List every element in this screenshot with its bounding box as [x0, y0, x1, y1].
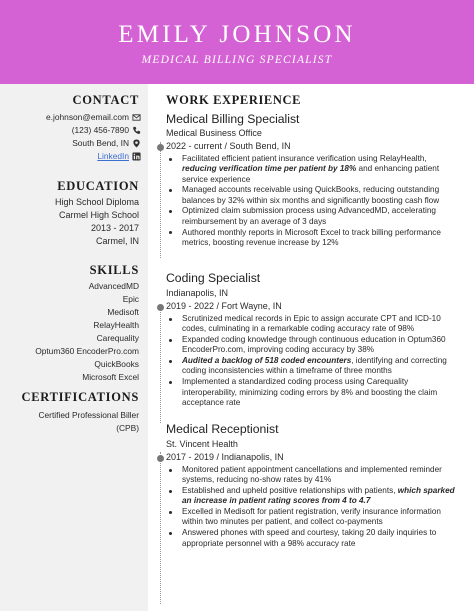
timeline-marker — [157, 455, 164, 462]
job-bullet: Implemented a standardized coding process using Carequality interoperability, minimizing coding errors by 8% and boosting the claim acceptance rate — [166, 377, 456, 408]
education-school: Carmel High School — [58, 210, 139, 220]
job-title: Medical Receptionist — [166, 422, 279, 436]
skill-item: Optum360 EncoderPro.com — [35, 346, 139, 356]
skill-item: RelayHealth — [93, 320, 139, 330]
job-bullet: Excelled in Medisoft for patient registration, verify insurance information within two minutes per patient, and collect co-payments — [166, 507, 456, 528]
skill-item: Medisoft — [107, 307, 139, 317]
job-dates-location: 2022 - current / South Bend, IN — [166, 141, 291, 151]
job-bullet: Managed accounts receivable using QuickBooks, reducing outstanding balances by 32% within six months and significantly boosting cash flow — [166, 185, 456, 206]
job-company: Indianapolis, IN — [166, 288, 229, 298]
job-bullet: Monitored patient appointment cancellations and implemented reminder systems, reducing no-show rates by 41% — [166, 465, 456, 486]
job-bullet: Answered phones with speed and courtesy, taking 20 daily inquiries to appropriate personnel with a 98% accuracy rate — [166, 528, 456, 549]
job-bullet: Optimized claim submission process using AdvancedMD, accelerating reimbursement by an average of 3 days — [166, 206, 456, 227]
job-bullets — [166, 465, 456, 549]
timeline-marker — [157, 144, 164, 151]
timeline-rail — [160, 452, 161, 604]
timeline-rail — [160, 142, 161, 258]
timeline-marker — [157, 304, 164, 311]
job-company: St. Vincent Health — [166, 439, 238, 449]
skill-item: QuickBooks — [94, 359, 139, 369]
email-icon — [132, 113, 141, 122]
linkedin-icon[interactable] — [132, 152, 141, 161]
sidebar — [0, 84, 148, 611]
location-pin-icon — [132, 139, 141, 148]
contact-location: South Bend, IN — [72, 138, 129, 148]
job-bullet: Established and upheld positive relationships with patients, which sparked an increase in patient rating scores from 4 to 4.7 — [166, 486, 456, 507]
certifications-heading: CERTIFICATIONS — [21, 390, 139, 404]
candidate-name: EMILY JOHNSON — [118, 21, 356, 48]
main-content — [148, 84, 474, 611]
skill-item: AdvancedMD — [88, 281, 139, 291]
job-title: Medical Billing Specialist — [166, 112, 300, 126]
certification-abbrev: (CPB) — [116, 423, 139, 433]
job-title: Coding Specialist — [166, 271, 261, 285]
candidate-title: MEDICAL BILLING SPECIALIST — [141, 54, 333, 66]
contact-heading: CONTACT — [72, 93, 139, 107]
skill-item: Microsoft Excel — [82, 372, 139, 382]
job-company: Medical Business Office — [166, 128, 262, 138]
work-experience-heading: WORK EXPERIENCE — [166, 93, 302, 107]
education-degree: High School Diploma — [54, 197, 139, 207]
job-bullets — [166, 314, 456, 409]
job-dates-location: 2019 - 2022 / Fort Wayne, IN — [166, 301, 282, 311]
job-bullet: Scrutinized medical records in Epic to assign accurate CPT and ICD-10 codes, culminating in a remarkable coding accuracy rate of 98% — [166, 314, 456, 335]
certification-name: Certified Professional Biller — [38, 410, 139, 420]
contact-linkedin-link[interactable]: LinkedIn — [97, 151, 129, 161]
phone-icon — [132, 126, 141, 135]
skill-item: Carequality — [96, 333, 139, 343]
job-bullet: Authored monthly reports in Microsoft Excel to track billing performance metrics, boosting revenue increase by 12% — [166, 228, 456, 249]
timeline-rail — [160, 307, 161, 423]
education-heading: EDUCATION — [57, 179, 139, 193]
contact-email[interactable]: e.johnson@email.com — [46, 112, 129, 122]
header-banner — [0, 0, 474, 84]
skills-heading: SKILLS — [89, 263, 139, 277]
job-bullet: Facilitated efficient patient insurance verification using RelayHealth, reducing verification time per patient by 18% and enhancing patient service experience — [166, 154, 456, 185]
job-bullet: Audited a backlog of 518 coded encounters, identifying and correcting coding inconsistencies within a timeframe of three months — [166, 356, 456, 377]
education-location: Carmel, IN — [95, 236, 139, 246]
job-bullet: Expanded coding knowledge through continuous education in Optum360 EncoderPro.com, improving coding accuracy by 38% — [166, 335, 456, 356]
sidebar-content — [0, 84, 139, 611]
job-bullets — [166, 154, 456, 249]
job-dates-location: 2017 - 2019 / Indianapolis, IN — [166, 452, 284, 462]
skill-item: Epic — [122, 294, 139, 304]
education-years: 2013 - 2017 — [90, 223, 139, 233]
contact-phone: (123) 456-7890 — [71, 125, 129, 135]
